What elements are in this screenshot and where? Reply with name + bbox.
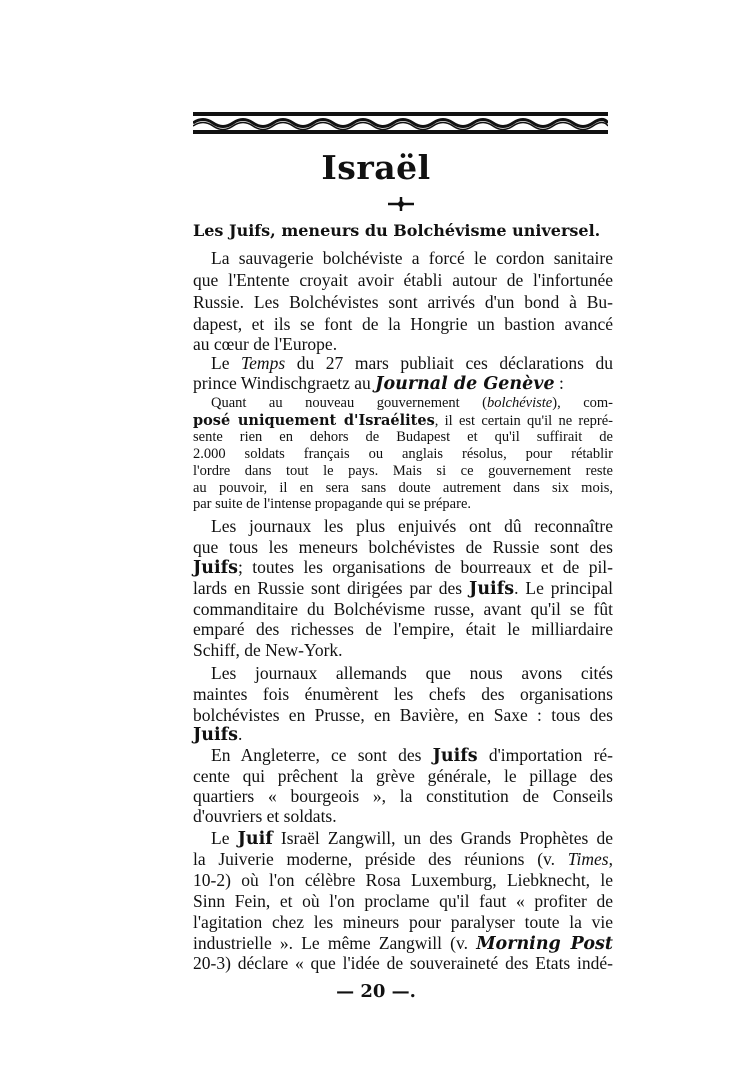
text-run: bolchéviste: [487, 395, 553, 411]
text-run: industrielle ». Le même Zangwill (v.: [193, 933, 477, 953]
text-run: ,: [608, 849, 613, 869]
quote-line: sente rien en dehors de Budapest et qu'il suffirait de: [193, 429, 613, 445]
quote-line: [193, 412, 613, 430]
text-run: .: [238, 724, 243, 744]
text-line: d'ouvriers et soldats.: [193, 806, 337, 826]
quote-line: l'ordre dans tout le pays. Mais si ce gouvernement reste: [193, 463, 613, 479]
text-run: En Angleterre, ce sont des: [211, 745, 433, 765]
newspaper-title: Temps: [241, 353, 286, 373]
newspaper-title: Times: [567, 849, 609, 869]
page-number: — 20 —.: [336, 981, 416, 1002]
text-line: La sauvagerie bolchéviste a forcé le cordon sanitaire: [211, 248, 613, 268]
text-run: Quant au nouveau gouvernement (: [211, 395, 488, 411]
text-run: Juif: [237, 829, 273, 849]
text-run: la Juiverie moderne, préside des réunions (v.: [193, 849, 568, 869]
text-line: commanditaire du Bolchévisme russe, avant qu'il se fût: [193, 599, 613, 619]
text-run: . Le principal: [514, 578, 614, 598]
text-line: au cœur de l'Europe.: [193, 334, 338, 354]
newspaper-title: Journal de Genève: [375, 374, 555, 394]
text-line: [193, 578, 613, 599]
quote-line: 2.000 soldats français ou anglais résolus, pour rétablir: [193, 446, 613, 462]
text-line: [193, 849, 613, 869]
text-line: [193, 557, 613, 578]
text-run: Israël Zangwill, un des Grands Prophètes de: [272, 828, 613, 848]
text-run: , il est certain qu'il ne repré-: [434, 413, 613, 429]
text-run: Le: [211, 353, 242, 373]
text-run: d'importation ré-: [477, 745, 613, 765]
text-run: :: [554, 373, 564, 393]
text-line: Les journaux les plus enjuivés ont dû reconnaître: [211, 516, 613, 536]
text-line: que l'Entente croyait avoir établi autour de l'infortunée: [193, 270, 613, 290]
text-run: ; toutes les organisations de bourreaux et de pil-: [238, 557, 613, 577]
text-run: posé uniquement d'Israélites: [193, 412, 435, 429]
text-line: [193, 373, 613, 394]
text-line: Schiff, de New-York.: [193, 640, 343, 660]
text-run: prince Windischgraetz au: [193, 373, 376, 393]
text-line: Les journaux allemands que nous avons cités: [211, 663, 613, 683]
text-line: dapest, et ils se font de la Hongrie un bastion avancé: [193, 314, 613, 334]
text-line: [193, 353, 613, 373]
text-line: [193, 745, 613, 766]
text-run: Juifs: [193, 725, 239, 745]
text-run: Le: [211, 828, 238, 848]
text-run: Juifs: [432, 746, 478, 766]
quote-line: au pouvoir, il en sera sans doute autrement dans six mois,: [193, 480, 613, 496]
text-line: bolchévistes en Prusse, en Bavière, en Saxe : tous des: [193, 705, 613, 725]
text-line: l'agitation chez les mineurs pour paralyser toute la vie: [193, 912, 613, 932]
text-run: du 27 mars publiait ces déclarations du: [285, 353, 613, 373]
text-line: [193, 828, 613, 849]
text-line: [193, 724, 613, 745]
text-line: que tous les meneurs bolchévistes de Russie sont des: [193, 537, 613, 557]
text-line: 20-3) déclare « que l'idée de souveraineté des Etats indé-: [193, 953, 613, 973]
text-line: 10-2) où l'on célèbre Rosa Luxemburg, Liebknecht, le: [193, 870, 613, 890]
fleuron-ornament: [386, 196, 416, 212]
text-run: Juifs: [193, 558, 239, 578]
page-title: Israël: [321, 148, 431, 187]
text-line: Sinn Fein, et où l'on proclame qu'il faut « profiter de: [193, 891, 613, 911]
text-line: quartiers « bourgeois », la constitution de Conseils: [193, 786, 613, 806]
section-subtitle: Les Juifs, meneurs du Bolchévisme universel.: [193, 221, 601, 240]
text-line: Russie. Les Bolchévistes sont arrivés d'un bond à Bu-: [193, 292, 613, 312]
text-line: maintes fois énumèrent les chefs des organisations: [193, 684, 613, 704]
quote-line: [193, 395, 613, 412]
text-run: Juifs: [469, 579, 515, 599]
text-line: cente qui prêchent la grève générale, le pillage des: [193, 766, 613, 786]
wave-rule-ornament: [193, 112, 608, 134]
newspaper-title: Morning Post: [476, 934, 613, 954]
text-line: [193, 933, 613, 954]
text-run: lards en Russie sont dirigées par des: [193, 578, 470, 598]
text-run: ), com-: [552, 395, 613, 411]
text-line: emparé des richesses de l'empire, était le milliardaire: [193, 619, 613, 639]
quote-line: par suite de l'intense propagande qui se prépare.: [193, 496, 472, 512]
